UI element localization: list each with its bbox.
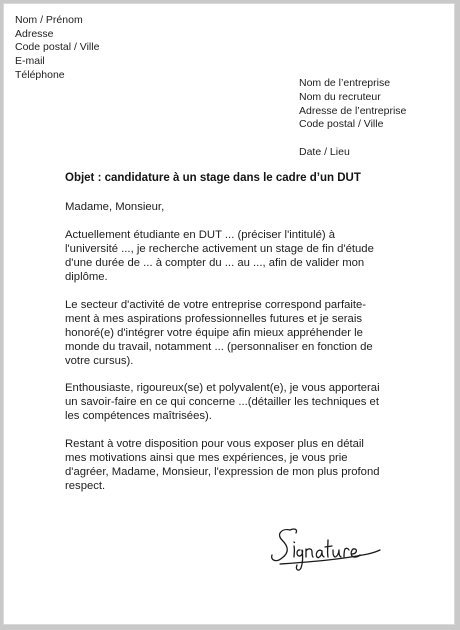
paragraph-line: Le secteur d'activité de votre entreprise correspond parfaite- <box>65 298 367 311</box>
paragraph-line: monde du travail, notamment ... (personnaliser en fonction de <box>65 340 373 353</box>
paragraph-line: ment à mes aspirations professionnelles futures et je serais <box>65 312 363 325</box>
paragraph-line: diplôme. <box>65 270 108 283</box>
letter-subject: Objet : candidature à un stage dans le cadre d’un DUT <box>65 172 361 184</box>
sender-address: Adresse <box>15 27 54 40</box>
paragraph-line: un savoir-faire en ce qui concerne ...(détailler les techniques et <box>65 396 379 409</box>
sender-phone: Téléphone <box>15 68 65 81</box>
paragraph-line: respect. <box>65 480 106 493</box>
paragraph-line: mes motivations ainsi que mes expériences, je vous prie <box>65 452 348 465</box>
paragraph-line: Enthousiaste, rigoureux(se) et polyvalent(e), je vous apporterai <box>65 382 380 395</box>
sender-postal-city: Code postal / Ville <box>15 41 100 54</box>
letter-body <box>65 200 417 507</box>
paragraph-line: l'université ..., je recherche activement un stage de fin d'étude <box>65 242 374 255</box>
handwritten-signature <box>268 524 384 572</box>
paragraph-line: Restant à votre disposition pour vous exposer plus en détail <box>65 438 364 451</box>
date-place: Date / Lieu <box>299 146 350 159</box>
paragraph-1 <box>65 228 417 284</box>
paragraph-line: les compétences maîtrisées). <box>65 410 212 423</box>
paragraph-line: d'une durée de ... à compter du ... au ..., afin de valider mon <box>65 256 365 269</box>
paragraph-4 <box>65 437 417 493</box>
recipient-spacer <box>299 132 406 146</box>
paragraph-3 <box>65 381 417 423</box>
sender-block <box>15 14 99 83</box>
recipient-postal-city: Code postal / Ville <box>299 118 384 131</box>
sender-email: E-mail <box>15 55 45 68</box>
paragraph-line: votre cursus). <box>65 354 134 367</box>
recipient-address: Adresse de l’entreprise <box>299 104 407 117</box>
sender-name: Nom / Prénom <box>15 14 83 26</box>
paragraph-2 <box>65 298 417 368</box>
recipient-company: Nom de l’entreprise <box>299 77 391 89</box>
paragraph-line: honoré(e) d'intégrer votre équipe afin mieux appréhender le <box>65 326 363 339</box>
salutation: Madame, Monsieur, <box>65 201 165 213</box>
paragraph-line: Actuellement étudiante en DUT ... (préciser l'intitulé) à <box>65 228 336 241</box>
letter-page <box>3 3 455 625</box>
paragraph-line: d'agréer, Madame, Monsieur, l'expression de mon plus profond <box>65 466 380 479</box>
recipient-block <box>299 77 406 160</box>
recipient-recruiter: Nom du recruteur <box>299 90 381 103</box>
